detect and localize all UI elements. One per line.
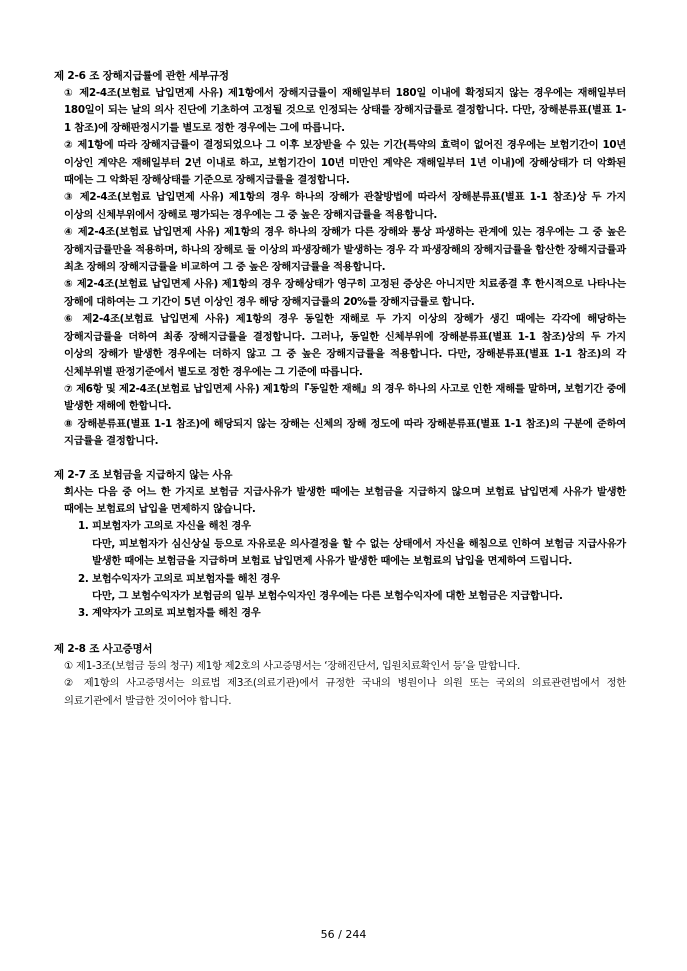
paragraph-2-6-7: ⑦ 제6항 및 제2-4조(보험료 납입면제 사유) 제1항의『동일한 재해』의 경우 하나의 사고로 인한 재해를 말하며, 보험기간 중에 발생한 재해에 한합니다. bbox=[64, 382, 626, 413]
list-item-text: 계약자가 고의로 피보험자를 해친 경우 bbox=[92, 607, 261, 620]
paragraph-2-6-5: ⑤ 제2-4조(보험료 납입면제 사유) 제1항의 경우 장해상태가 영구히 고정된 증상은 아니지만 치료종결 후 한시적으로 나타나는 장해에 대하여는 그 기간이 5년 이상인 경우 해당 장해지급률의 20%를 장해지급률로 합니다. bbox=[64, 278, 626, 308]
paragraph-2-8-1: ① 제1-3조(보험금 등의 청구) 제1항 제2호의 사고증명서는 ‘장해진단서, 입원치료확인서 등’을 말합니다. bbox=[64, 659, 520, 672]
section-heading-2-8: 제 2-8 조 사고증명서 bbox=[54, 642, 153, 655]
document-body bbox=[54, 68, 626, 710]
page-number: 56 / 244 bbox=[320, 928, 367, 941]
paragraph-2-6-1: ① 제2-4조(보험료 납입면제 사유) 제1항에서 장해지급률이 재해일부터 180일 이내에 확정되지 않는 경우에는 재해일부터 180일이 되는 날의 의사 진단에 기초하여 고정될 것으로 인정되는 상태를 장해지급률로 결정합니다. 다만, 장해분류표(별표 1-1 참조)에 장해판정시기를 별도로 정한 경우에는 그에 따릅니다. bbox=[64, 87, 626, 134]
section-heading-2-6: 제 2-6 조 장해지급률에 관한 세부규정 bbox=[54, 70, 229, 82]
paragraph-2-6-4: ④ 제2-4조(보험료 납입면제 사유) 제1항의 경우 하나의 장해가 다른 장해와 통상 파생하는 관계에 있는 경우에는 그 중 높은 장해지급률만을 적용하며, 하나의 장해로 둘 이상의 파생장해가 발생하는 경우 각 파생장해의 장해지급률을 합산한 장해지급률과 최초 장해의 장해지급률을 비교하여 그 중 높은 장해지급률을 적용합니다. bbox=[64, 226, 626, 274]
list-item-detail-2-7-1: 다만, 피보험자가 심신상실 등으로 자유로운 의사결정을 할 수 없는 상태에서 자신을 해침으로 인하여 보험금 지급사유가 발생한 때에는 보험금을 지급하며 보험료 납입면제 사유가 발생한 때에는 보험료의 납입을 면제하여 드립니다. bbox=[92, 537, 626, 568]
paragraph-2-6-8: ⑧ 장해분류표(별표 1-1 참조)에 해당되지 않는 장해는 신체의 장해 정도에 따라 장해분류표(별표 1-1 참조)의 구분에 준하여 지급률을 결정합니다. bbox=[64, 417, 626, 448]
list-item-text: 보험수익자가 고의로 피보험자를 해친 경우 bbox=[92, 572, 280, 585]
list-item-2-7-2 bbox=[78, 571, 626, 588]
paragraph-2-6-3: ③ 제2-4조(보험료 납입면제 사유) 제1항의 경우 하나의 장해가 관찰방법에 따라서 장해분류표(별표 1-1 참조)상 두 가지 이상의 신체부위에서 장해로 평가되는 경우에는 그 중 높은 장해지급률을 적용합니다. bbox=[64, 191, 626, 221]
list-item-number: 1. bbox=[78, 520, 89, 533]
list-item-text: 피보험자가 고의로 자신을 해친 경우 bbox=[92, 520, 251, 533]
section-spacer bbox=[54, 623, 626, 641]
list-item-number: 2. bbox=[78, 572, 89, 585]
paragraph-2-6-6: ⑥ 제2-4조(보험료 납입면제 사유) 제1항의 경우 동일한 재해로 두 가지 이상의 장해가 생긴 때에는 각각에 해당하는 장해지급률을 더하여 최종 장해지급률을 결정합니다. 그러나, 동일한 신체부위에 장해분류표(별표 1-1 참조)상의 두 가지 이상의 장해가 발생한 경우에는 더하지 않고 그 중 높은 장해지급률을 적용합니다. 다만, 장해분류표(별표 1-1 참조)의 각 신체부위별 판정기준에서 별도로 정한 경우에는 그 기준에 따릅니다. bbox=[64, 313, 626, 378]
paragraph-2-8-2: ② 제1항의 사고증명서는 의료법 제3조(의료기관)에서 규정한 국내의 병원이나 의원 또는 국외의 의료관련법에서 정한 의료기관에서 발급한 것이어야 합니다. bbox=[64, 677, 626, 707]
list-item-2-7-3 bbox=[78, 605, 626, 622]
section-heading-2-7: 제 2-7 조 보험금을 지급하지 않는 사유 bbox=[54, 468, 233, 481]
list-item-detail-2-7-2: 다만, 그 보험수익자가 보험금의 일부 보험수익자인 경우에는 다른 보험수익자에 대한 보험금은 지급합니다. bbox=[92, 589, 563, 602]
section-spacer bbox=[54, 451, 626, 467]
paragraph-2-7-intro: 회사는 다음 중 어느 한 가지로 보험금 지급사유가 발생한 때에는 보험금을 지급하지 않으며 보험료 납입면제 사유가 발생한 때에는 보험료의 납입을 면제하지 않습니다. bbox=[64, 485, 626, 515]
paragraph-2-6-2: ② 제1항에 따라 장해지급률이 결정되었으나 그 이후 보장받을 수 있는 기간(특약의 효력이 없어진 경우에는 보험기간이 10년 이상인 계약은 재해일부터 2년 이내로 하고, 보험기간이 10년 미만인 계약은 재해일부터 1년 이내)에 장해상태가 더 악화된 때에는 그 악화된 장해상태를 기준으로 장해지급률을 결정합니다. bbox=[64, 139, 626, 187]
list-item-2-7-1 bbox=[78, 518, 626, 535]
list-item-number: 3. bbox=[78, 607, 89, 620]
